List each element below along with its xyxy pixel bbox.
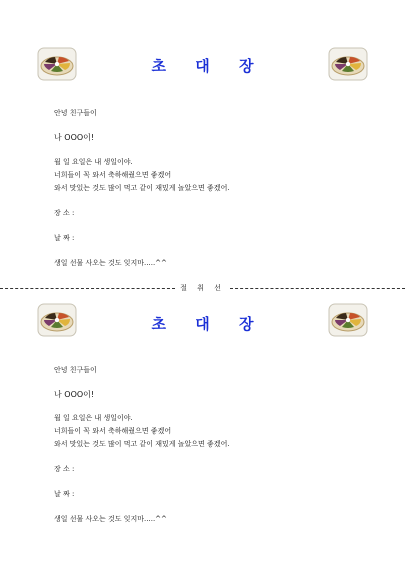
body-line: 와서 맛있는 것도 많이 먹고 같이 재밌게 놀았으면 좋겠어. bbox=[54, 440, 230, 448]
body-line: 월 일 요일은 내 생일이야. bbox=[54, 158, 133, 166]
invitation-title: 초 대 장 bbox=[151, 315, 266, 333]
closing-text: 생일 선물 사오는 것도 잊지마.....^^ bbox=[54, 259, 167, 267]
body-line: 너희들이 꼭 와서 축하해줬으면 좋겠어 bbox=[54, 171, 172, 179]
greeting-text: 안녕 친구들이 bbox=[54, 366, 97, 374]
place-label: 장 소 : bbox=[54, 465, 75, 473]
body-line: 너희들이 꼭 와서 축하해줬으면 좋겠어 bbox=[54, 427, 172, 435]
body-line: 월 일 요일은 내 생일이야. bbox=[54, 414, 133, 422]
greeting-text: 안녕 친구들이 bbox=[54, 109, 97, 117]
date-label: 날 짜 : bbox=[54, 234, 75, 242]
invitation-title: 초 대 장 bbox=[151, 57, 266, 75]
closing-text: 생일 선물 사오는 것도 잊지마.....^^ bbox=[54, 515, 167, 523]
body-line: 와서 맛있는 것도 많이 먹고 같이 재밌게 놀았으면 좋겠어. bbox=[54, 184, 230, 192]
intro-text: 나 OOO이! bbox=[54, 390, 95, 399]
date-label: 날 짜 : bbox=[54, 490, 75, 498]
cut-line-dash-right bbox=[230, 288, 405, 289]
cut-line bbox=[0, 283, 405, 293]
intro-text: 나 OOO이! bbox=[54, 133, 95, 142]
rice-cake-dish-icon bbox=[328, 47, 368, 81]
place-label: 장 소 : bbox=[54, 209, 75, 217]
rice-cake-dish-icon bbox=[328, 303, 368, 337]
cut-line-dash-left bbox=[0, 288, 175, 289]
cut-line-label: 절 취 선 bbox=[180, 284, 225, 292]
